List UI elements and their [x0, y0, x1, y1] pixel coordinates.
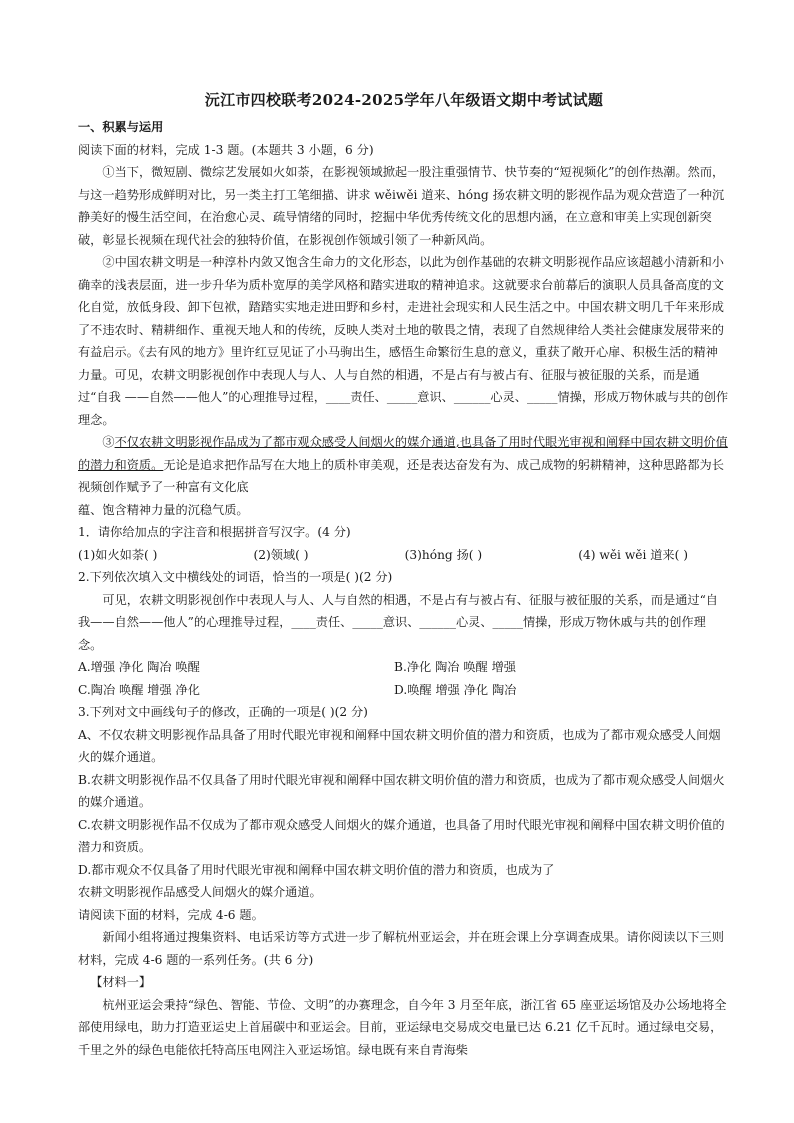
paragraph-3-tail: 蕴、饱含精神力量的沉稳气质。 [78, 502, 249, 517]
paragraph-4: 新闻小组将通过搜集资料、电话采访等方式进一步了解杭州亚运会，并在班会课上分享调查成果。请你阅读以下三则材料，完成 4-6 题的一系列任务。(共 6 分) [78, 930, 724, 967]
question-2-options [78, 656, 730, 701]
section-heading: 一、积累与运用 [78, 120, 164, 134]
reading-instruction-2: 请阅读下面的材料，完成 4-6 题。 [78, 907, 264, 922]
question-2: 2.下列依次填入文中横线处的词语，恰当的一项是( )(2 分) [78, 570, 393, 584]
question-1: 1．请你给加点的字注音和根据拼音写汉字。(4 分) [78, 525, 351, 539]
option-b: B.净化 陶冶 唤醒 增强 [394, 660, 516, 674]
question-1-items [78, 544, 688, 567]
question-3-option-a: A、不仅农耕文明影视作品具备了用时代眼光审视和阐释中国农耕文明价值的潜力和资质，也成为了都市观众感受人间烟火的媒介通道。 [78, 727, 721, 764]
question-3: 3.下列对文中画线句子的修改，正确的一项是( )(2 分) [78, 705, 368, 719]
paragraph-3 [78, 431, 730, 499]
material-1-text: 杭州亚运会秉持“绿色、智能、节俭、文明”的办赛理念，自今年 3 月至年底，浙江省 65 座亚运场馆及办公场地将全部使用绿电，助力打造亚运史上首届碳中和亚运会。目前，亚运绿电交易成交电量已达 6.21 亿千瓦时。通过绿电交易，千里之外的绿色电能依托特高压电网注入亚运场馆。绿电既有来自青海柴 [78, 997, 727, 1057]
question-1-item: (4) wěi wěi 道来( ) [578, 547, 688, 562]
paragraph-1: ①当下，微短剧、微综艺发展如火如荼，在影视领域掀起一股注重强情节、快节奏的“短视频化”的创作热潮。然而，与这一趋势形成鲜明对比，另一类主打工笔细描、讲求 wěiwěi 道来、hóng 扬农耕文明的影视作品为观众营造了一种沉静美好的慢生活空间，在治愈心灵、疏导情绪的同时，挖掘中华优秀传统文化的思想内涵，在立意和审美上实现创新突破，彰显长视频在现代社会的独特价值，在影视创作领域引领了一种新风尚。 [78, 165, 725, 247]
question-3-option-d: D.都市观众不仅具备了用时代眼光审视和阐释中国农耕文明价值的潜力和资质，也成为了 [78, 862, 555, 877]
option-c: C.陶冶 唤醒 增强 净化 [78, 682, 200, 697]
underlined-sentence: 不仅农耕文明影视作品成为了都市观众感受人间烟火的媒介通道,也具备了用时代眼光审视和阐释中国农耕文明价值的潜力和资质。 [78, 435, 728, 472]
question-1-item: (2)领域( ) [253, 547, 309, 562]
question-1-item: (1)如火如荼( ) [78, 547, 158, 562]
question-1-item: (3)hóng 扬( ) [404, 547, 483, 562]
paragraph-3-number: ③ [102, 435, 115, 449]
exam-title: 沅江市四校联考2024-2025学年八年级语文期中考试试题 [204, 91, 604, 109]
question-2-quote: 可见，农耕文明影视创作中表现人与人、人与自然的相遇，不是占有与被占有、征服与被征服的关系，而是通过“自我——自然——他人”的心理推导过程，____责任、_____意识、______心灵、_____情操，形成万物休戚与共的创作理念。 [78, 592, 718, 652]
paragraph-3-text: 无论是追求把作品写在大地上的质朴审美观，还是表达奋发有为、成己成物的躬耕精神，这种思路都为长视频创作赋予了一种富有文化底 [78, 457, 724, 494]
question-3-option-b: B.农耕文明影视作品不仅具备了用时代眼光审视和阐释中国农耕文明价值的潜力和资质，也成为了都市观众感受人间烟火的媒介通道。 [78, 772, 725, 809]
exam-page [78, 90, 730, 1061]
question-3-option-d-continued: 农耕文明影视作品感受人间烟火的媒介通道。 [78, 885, 322, 899]
question-3-option-c: C.农耕文明影视作品不仅成为了都市观众感受人间烟火的媒介通道，也具备了用时代眼光审视和阐释中国农耕文明价值的潜力和资质。 [78, 817, 725, 854]
reading-instruction: 阅读下面的材料，完成 1-3 题。(本题共 3 小题，6 分) [78, 142, 374, 157]
paragraph-2: ②中国农耕文明是一种淳朴内敛又饱含生命力的文化形态，以此为创作基础的农耕文明影视作品应该超越小清新和小确幸的浅表层面，进一步升华为质朴宽厚的美学风格和踏实进取的精神追求。这就要求台前幕后的演职人员具备高度的文化自觉，放低身段、卸下包袱，踏踏实实地走进田野和乡村，走进社会现实和人民生活之中。中国农耕文明几千年来形成了不违农时、精耕细作、重视天地人和的传统，反映人类对土地的敬畏之情，表现了自然规律给人类社会健康发展带来的有益启示。《去有风的地方》里许红豆见证了小马驹出生，感悟生命繁衍生息的意义，重获了敞开心扉、积极生活的精神力量。可见，农耕文明影视创作中表现人与人、人与自然的相遇，不是占有与被占有、征服与被征服的关系，而是通过“自我 ——自然——他人”的心理推导过程，____责任、_____意识、______心灵、_____情操，形成万物休戚与共的创作理念。 [78, 255, 729, 427]
option-d: D.唤醒 增强 净化 陶冶 [394, 682, 517, 697]
material-1-label: 【材料一】 [90, 975, 152, 989]
option-a: A.增强 净化 陶冶 唤醒 [78, 660, 200, 674]
